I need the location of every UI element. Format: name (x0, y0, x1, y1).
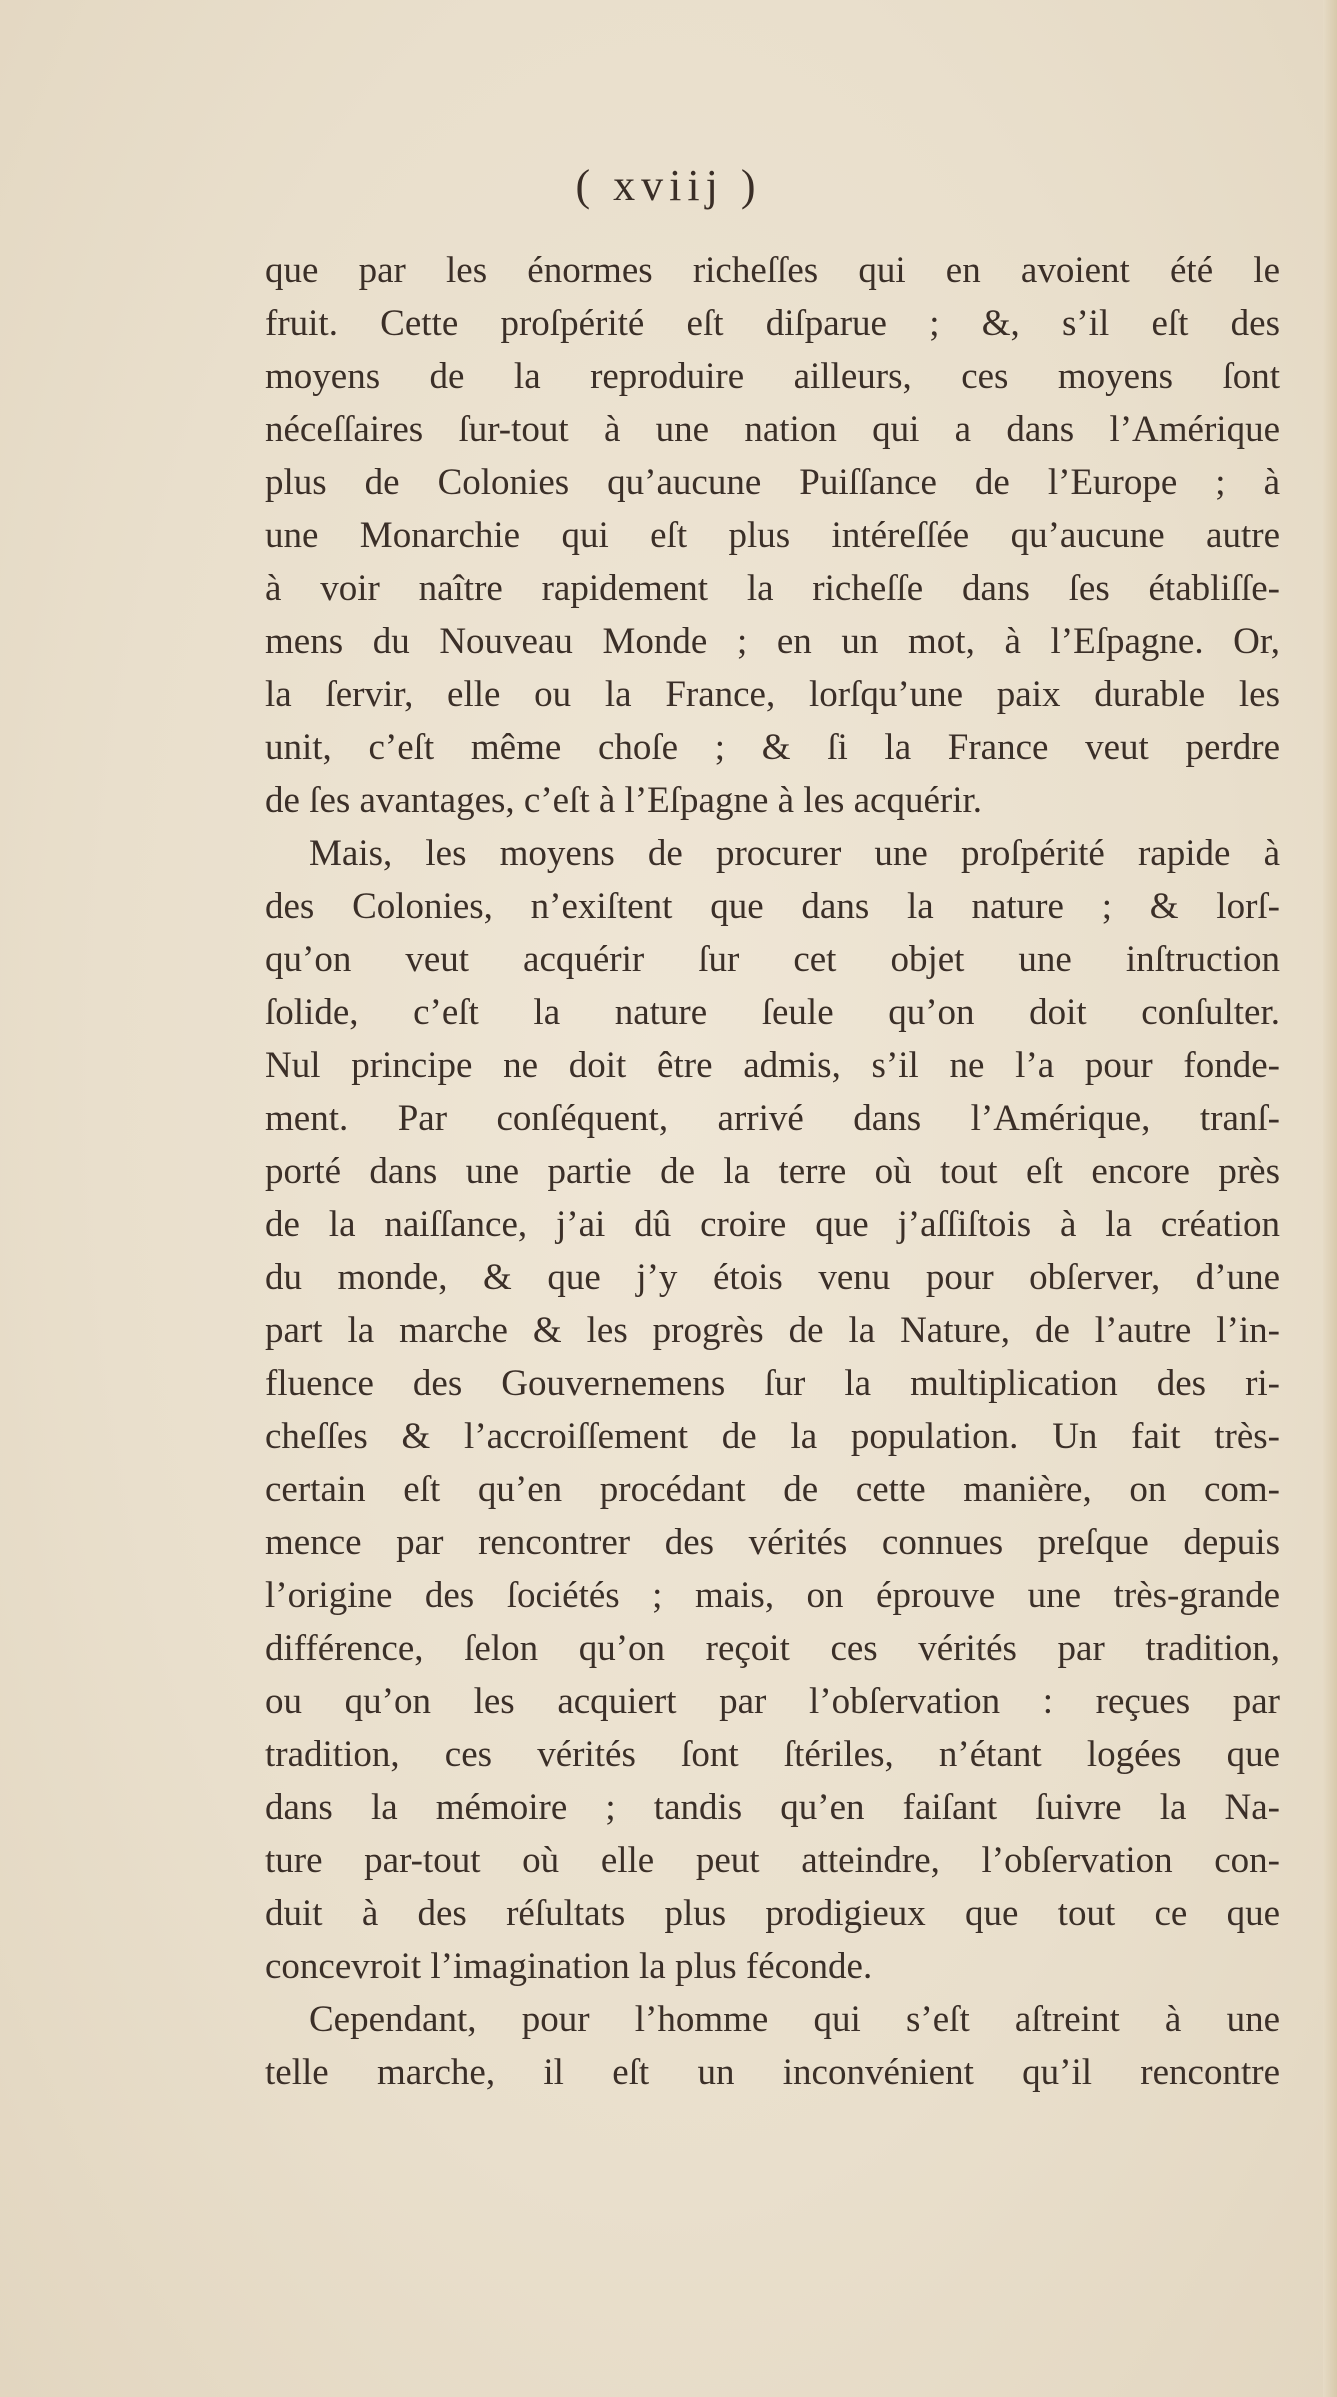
text-line: mens du Nouveau Monde ; en un mot, à l’Eſpagne. Or, (265, 621, 1280, 662)
text-line: ture par-tout où elle peut atteindre, l’obſervation con- (265, 1840, 1280, 1881)
text-line: ment. Par conſéquent, arrivé dans l’Amérique, tranſ- (265, 1098, 1280, 1139)
text-line: une Monarchie qui eſt plus intéreſſée qu’aucune autre (265, 515, 1280, 556)
text-line: l’origine des ſociétés ; mais, on éprouve une très-grande (265, 1575, 1280, 1616)
text-line: des Colonies, n’exiſtent que dans la nature ; & lorſ- (265, 886, 1280, 927)
text-line: dans la mémoire ; tandis qu’en faiſant ſuivre la Na- (265, 1787, 1280, 1828)
paragraph-start-line: Mais, les moyens de procurer une proſpérité rapide à (309, 833, 1280, 874)
text-line: plus de Colonies qu’aucune Puiſſance de l’Europe ; à (265, 462, 1280, 503)
text-line: telle marche, il eſt un inconvénient qu’il rencontre (265, 2052, 1280, 2093)
text-line: que par les énormes richeſſes qui en avoient été le (265, 250, 1280, 291)
text-line: Nul principe ne doit être admis, s’il ne l’a pour fonde- (265, 1045, 1280, 1086)
text-line: à voir naître rapidement la richeſſe dans ſes établiſſe- (265, 568, 1280, 609)
text-line: de ſes avantages, c’eſt à l’Eſpagne à les acquérir. (265, 780, 983, 821)
text-line: fluence des Gouvernemens ſur la multiplication des ri- (265, 1363, 1280, 1404)
paragraph-start-line: Cependant, pour l’homme qui s’eſt aſtreint à une (309, 1999, 1280, 2040)
text-line: tradition, ces vérités ſont ſtériles, n’étant logées que (265, 1734, 1280, 1775)
text-line: différence, ſelon qu’on reçoit ces vérités par tradition, (265, 1628, 1280, 1669)
text-line: qu’on veut acquérir ſur cet objet une inſtruction (265, 939, 1280, 980)
text-line: cheſſes & l’accroiſſement de la population. Un fait très- (265, 1416, 1280, 1457)
text-line: ſolide, c’eſt la nature ſeule qu’on doit conſulter. (265, 992, 1280, 1033)
text-line: ou qu’on les acquiert par l’obſervation : reçues par (265, 1681, 1280, 1722)
text-line: moyens de la reproduire ailleurs, ces moyens ſont (265, 356, 1280, 397)
text-line: du monde, & que j’y étois venu pour obſerver, d’une (265, 1257, 1280, 1298)
text-line: de la naiſſance, j’ai dû croire que j’aſſiſtois à la création (265, 1204, 1280, 1245)
text-line: duit à des réſultats plus prodigieux que tout ce que (265, 1893, 1280, 1934)
text-line: porté dans une partie de la terre où tout eſt encore près (265, 1151, 1280, 1192)
page-edge (1323, 0, 1337, 2397)
text-line: part la marche & les progrès de la Nature, de l’autre l’in- (265, 1310, 1280, 1351)
page-number: ( xviij ) (575, 161, 762, 210)
text-line: néceſſaires ſur-tout à une nation qui a dans l’Amérique (265, 409, 1280, 450)
text-line: fruit. Cette proſpérité eſt diſparue ; &, s’il eſt des (265, 303, 1280, 344)
body-text (265, 244, 1280, 2099)
text-line: unit, c’eſt même choſe ; & ſi la France veut perdre (265, 727, 1280, 768)
text-line: concevroit l’imagination la plus féconde. (265, 1946, 873, 1987)
text-line: certain eſt qu’en procédant de cette manière, on com- (265, 1469, 1280, 1510)
text-line: la ſervir, elle ou la France, lorſqu’une paix durable les (265, 674, 1280, 715)
text-line: mence par rencontrer des vérités connues preſque depuis (265, 1522, 1280, 1563)
